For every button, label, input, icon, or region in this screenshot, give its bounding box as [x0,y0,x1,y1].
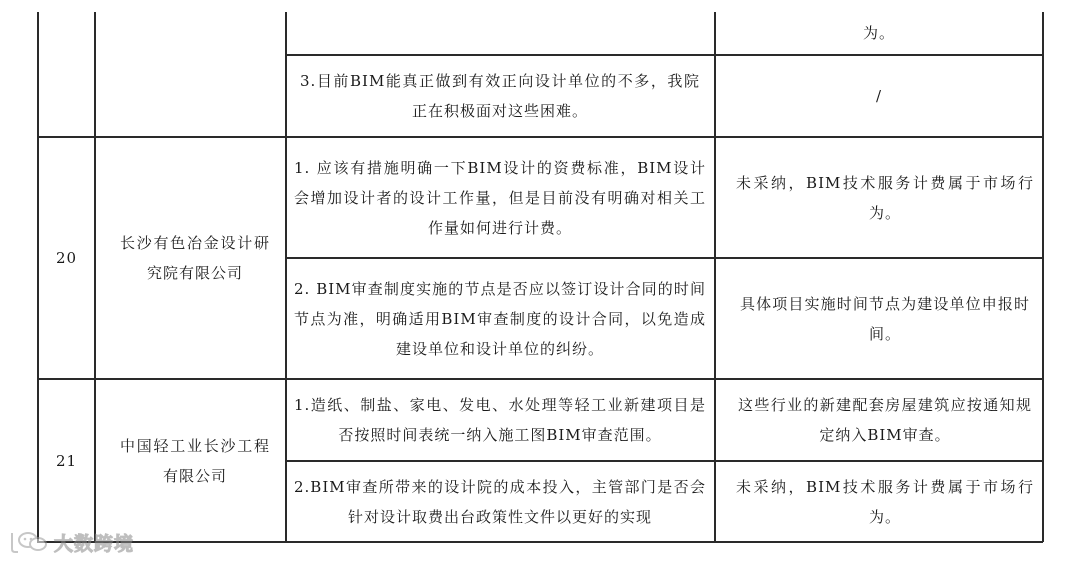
response-text: 未采纳，BIM技术服务计费属于市场行为。 [736,173,1034,222]
row-number: 20 [55,249,78,267]
opinion-text: 3.目前BIM能真正做到有效正向设计单位的不多，我院正在积极面对这些困难。 [300,72,700,120]
opinion-text: 1.造纸、制盐、家电、发电、水处理等轻工业新建项目是否按照时间表统一纳入施工图BIM审查范围。 [294,396,706,444]
response-continuation-text: 为。 [862,24,895,42]
table-border-col-org [285,12,287,542]
response-continuation-cell [716,12,1042,54]
response-text: 这些行业的新建配套房屋建筑应按通知规定纳入BIM审查。 [738,396,1032,444]
row-number-cell [39,138,94,378]
response-cell [716,56,1042,136]
opinion-cell [294,462,706,541]
response-cell [738,380,1032,460]
opinion-text: 2.BIM审查所带来的设计院的成本投入，主管部门是否会针对设计取费出台政策性文件以更好的实现 [294,477,706,526]
response-text: 具体项目实施时间节点为建设单位申报时间。 [740,294,1030,343]
response-text: 未采纳，BIM技术服务计费属于市场行为。 [736,477,1034,526]
response-text: / [875,87,883,105]
opinion-text: 1. 应该有措施明确一下BIM设计的资费标准，BIM设计会增加设计者的设计工作量，但是目前没有明确对相关工作量如何进行计费。 [294,158,706,237]
watermark-text: 大数跨境 [54,532,135,555]
row-number-cell [39,380,94,541]
opinion-cell [294,138,706,257]
opinion-text: 2. BIM审查制度实施的节点是否应以签订设计合同的时间节点为准，明确适用BIM审查制度的设计合同，以免造成建设单位和设计单位的纠纷。 [294,279,706,358]
opinion-cell [300,56,700,136]
organization-cell [120,138,270,378]
opinion-cell [294,380,706,460]
response-cell [736,462,1034,541]
table-border-bottom [37,541,1043,543]
opinion-cell [294,259,706,378]
response-cell [740,259,1030,378]
organization-cell [120,380,270,541]
table-border-col-num [94,12,96,542]
response-cell [736,138,1034,257]
watermark [8,527,134,557]
organization-name: 中国轻工业长沙工程有限公司 [120,436,270,485]
organization-name: 长沙有色冶金设计研究院有限公司 [120,234,270,282]
row-number: 21 [55,451,78,470]
table-border-right [1042,12,1044,542]
wechat-logo-icon [8,529,50,555]
